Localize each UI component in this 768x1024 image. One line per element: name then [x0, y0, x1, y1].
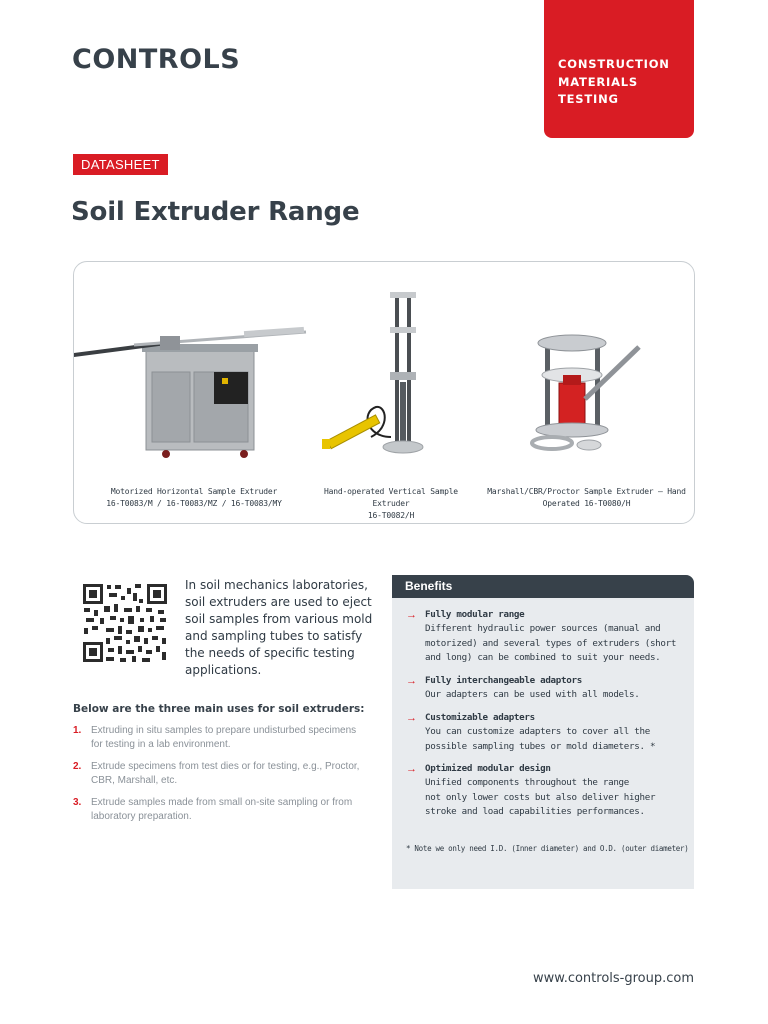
benefit-desc: stroke and load capabilities performances.	[425, 806, 645, 817]
benefit-title: Fully interchangeable adaptors	[425, 675, 582, 686]
category-line: MATERIALS	[558, 74, 638, 89]
frame-rod	[407, 292, 411, 442]
list-number: 3.	[73, 797, 82, 808]
product-caption	[74, 486, 314, 510]
list-item	[73, 760, 363, 788]
frame-plate	[390, 327, 416, 333]
adapter-disc	[577, 440, 601, 450]
caption-line: Hand-operated Vertical Sample Extruder	[324, 487, 458, 508]
cabinet-shelf	[152, 372, 190, 442]
marshall-extruder-image	[479, 317, 694, 497]
benefit-desc: Unified components throughout the range	[425, 777, 630, 788]
clamp-block	[160, 336, 180, 350]
category-line: CONSTRUCTION	[558, 57, 670, 71]
pump-base	[322, 439, 330, 449]
arrow-right-icon: →	[406, 763, 417, 775]
frame-plate	[390, 372, 416, 380]
product-gallery	[73, 261, 695, 524]
benefit-item	[406, 674, 686, 703]
benefit-desc: and long) can be combined to suit your needs.	[425, 652, 661, 663]
benefits-header: Benefits	[392, 575, 694, 598]
benefit-item	[406, 711, 686, 754]
benefit-item	[406, 762, 686, 820]
controls-logo: CONTROLS	[72, 44, 241, 75]
benefit-item	[406, 608, 686, 666]
benefit-desc: not only lower costs but also deliver higher	[425, 791, 656, 803]
website-link[interactable]: www.controls-group.com	[532, 971, 694, 986]
benefit-desc: motorized) and several types of extruders (short	[425, 637, 677, 649]
benefits-panel	[392, 575, 694, 889]
motor-unit	[214, 372, 248, 404]
page-title: Soil Extruder Range	[71, 197, 360, 227]
list-text: Extrude samples made from small on-site sampling or from laboratory preparation.	[91, 797, 353, 822]
horizontal-extruder-image	[74, 282, 314, 482]
product-marshall-extruder	[479, 262, 694, 525]
list-number: 2.	[73, 761, 82, 772]
list-item	[73, 724, 363, 752]
vertical-extruder-image	[306, 287, 476, 482]
list-number: 1.	[73, 725, 82, 736]
frame-top	[390, 292, 416, 298]
product-caption	[479, 486, 694, 510]
arrow-right-icon: →	[406, 712, 417, 724]
list-text: Extruding in situ samples to prepare undisturbed specimens for testing in a lab environment.	[91, 725, 357, 750]
uses-heading: Below are the three main uses for soil extruders:	[73, 703, 365, 715]
list-item	[73, 796, 363, 824]
base-plate	[383, 441, 423, 453]
jack-ram	[400, 382, 406, 444]
benefit-desc: You can customize adapters to cover all the	[425, 726, 650, 737]
qr-code-icon[interactable]	[82, 583, 168, 663]
list-text: Extrude specimens from test dies or for testing, e.g., Proctor, CBR, Marshall, etc.	[91, 761, 360, 786]
benefits-note: * Note we only need I.D. (Inner diameter) and O.D. (outer diameter)	[406, 844, 689, 853]
adapter-ring	[532, 437, 572, 449]
datasheet-badge: DATASHEET	[73, 154, 168, 175]
caption-line: 16-T0083/M / 16-T0083/MZ / 16-T0083/MY	[106, 499, 282, 508]
bottle-jack	[559, 383, 585, 428]
wheel	[240, 450, 248, 458]
caption-line: Motorized Horizontal Sample Extruder	[110, 487, 278, 496]
benefit-title: Customizable adapters	[425, 712, 535, 723]
frame-rod	[545, 345, 550, 430]
product-horizontal-extruder	[74, 262, 314, 525]
product-caption	[306, 486, 476, 522]
category-line: TESTING	[558, 92, 619, 106]
caption-line: Marshall/CBR/Proctor Sample Extruder – Hand	[487, 487, 686, 496]
base-plate	[536, 423, 608, 437]
product-vertical-extruder	[306, 262, 476, 525]
top-ring	[538, 335, 606, 351]
jack-head	[563, 375, 581, 385]
category-tab	[544, 0, 694, 138]
benefit-desc: Our adapters can be used with all models.	[425, 689, 640, 700]
frame-rod	[395, 292, 399, 442]
benefit-title: Optimized modular design	[425, 763, 551, 774]
hand-pump	[327, 415, 380, 449]
caption-line: Operated 16-T0080/H	[542, 499, 631, 508]
intro-paragraph: In soil mechanics laboratories, soil extruders are used to eject soil samples from various mold and sampling tubes to satisfy the needs of specific testing applications.	[185, 578, 373, 677]
caption-line: 16-T0082/H	[367, 511, 415, 520]
benefit-desc: possible sampling tubes or mold diameters. *	[425, 740, 656, 752]
arrow-right-icon: →	[406, 609, 417, 621]
wheel	[162, 450, 170, 458]
motor-label	[222, 378, 228, 384]
benefit-title: Fully modular range	[425, 609, 525, 620]
arrow-right-icon: →	[406, 675, 417, 687]
benefit-desc: Different hydraulic power sources (manual and	[425, 623, 661, 634]
uses-list	[73, 724, 363, 832]
